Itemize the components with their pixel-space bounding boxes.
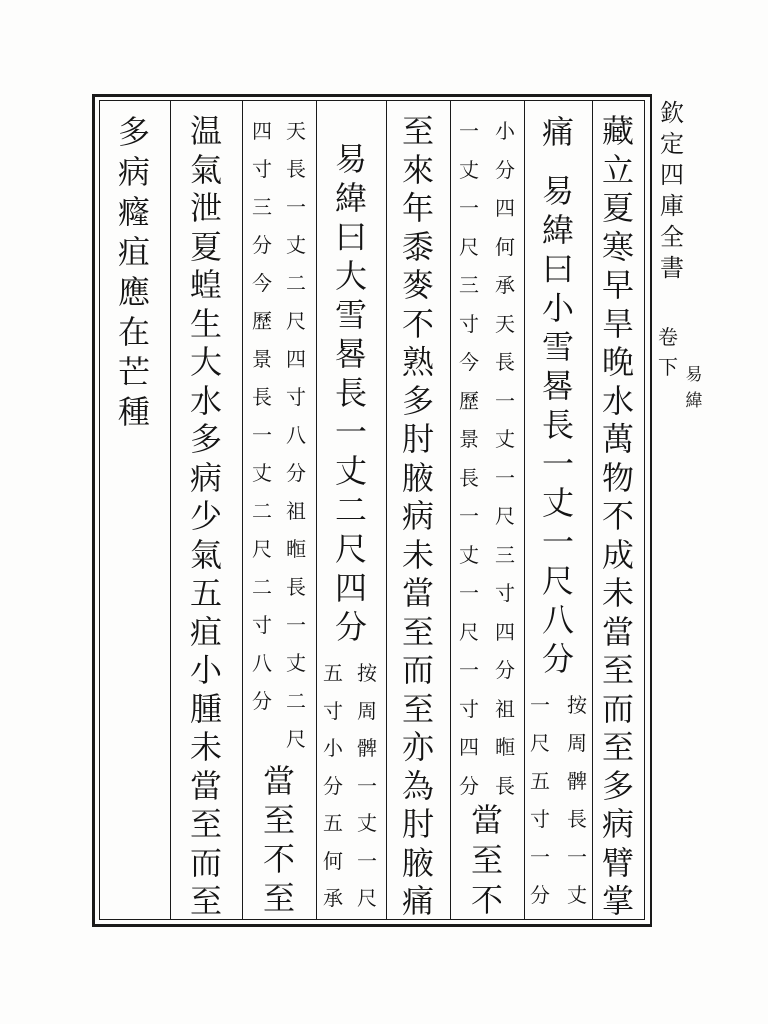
text-column-3-tail: 當 至 不 [470, 801, 503, 919]
annotation-column-2-left: 一 尺 五 寸 一 分 [530, 693, 550, 907]
frame-left-inner [99, 100, 100, 920]
text-column-7: 温 氣 泄 夏 蝗 生 大 水 多 病 少 氣 五 疽 小 腫 未 當 至 而 至 [189, 112, 222, 920]
frame-top-outer [92, 94, 652, 97]
column-divider [316, 101, 317, 919]
text-column-8: 多 病 癃 疽 應 在 芒 種 [117, 113, 150, 431]
frame-bottom-outer [92, 924, 652, 927]
column-divider [242, 101, 243, 919]
margin-volume-label: 卷 下 [658, 325, 678, 379]
margin-series-title: 欽 定 四 庫 全 書 [660, 99, 684, 282]
text-column-2-head: 痛 [541, 113, 574, 151]
frame-right-inner [644, 100, 645, 920]
column-divider [450, 101, 451, 919]
text-column-5-main: 易 緯 曰 大 雪 晷 長 一 丈 二 尺 四 分 [334, 140, 367, 646]
margin-book-title: 易 緯 [685, 365, 703, 411]
column-divider [524, 101, 525, 919]
frame-right-outer [650, 94, 652, 927]
frame-bottom-inner [99, 919, 644, 920]
annotation-column-2-right: 按 周 髀 長 一 丈 [567, 693, 587, 907]
annotation-column-3-right: 小 分 四 何 承 天 長 一 丈 一 尺 三 寸 四 分 祖 暅 長 [495, 119, 515, 798]
text-column-4: 至 來 年 黍 麥 不 熟 多 肘 腋 病 未 當 至 而 至 亦 為 肘 腋 痛 [401, 112, 434, 920]
annotation-column-3-left: 一 丈 一 尺 三 寸 今 歷 景 長 一 丈 一 尺 一 寸 四 分 [459, 119, 479, 798]
text-column-2-main: 易 緯 曰 小 雪 晷 長 一 丈 一 尺 八 分 [541, 172, 574, 678]
column-divider [592, 101, 593, 919]
annotation-column-5-right: 按 周 髀 一 丈 一 尺 [357, 661, 377, 910]
text-column-6-tail: 當 至 不 至 [262, 762, 295, 917]
column-divider [386, 101, 387, 919]
column-divider [170, 101, 171, 919]
annotation-column-5-left: 五 寸 小 分 五 何 承 [323, 661, 343, 910]
frame-top-inner [99, 100, 644, 101]
text-column-1: 藏 立 夏 寒 早 旱 晚 水 萬 物 不 成 未 當 至 而 至 多 病 臂 掌 [601, 112, 634, 920]
annotation-column-6-left: 四 寸 三 分 今 歷 景 長 一 丈 二 尺 二 寸 八 分 [252, 119, 272, 713]
frame-left-outer [92, 94, 95, 927]
annotation-column-6-right: 天 長 一 丈 二 尺 四 寸 八 分 祖 暅 長 一 丈 二 尺 [286, 119, 306, 751]
